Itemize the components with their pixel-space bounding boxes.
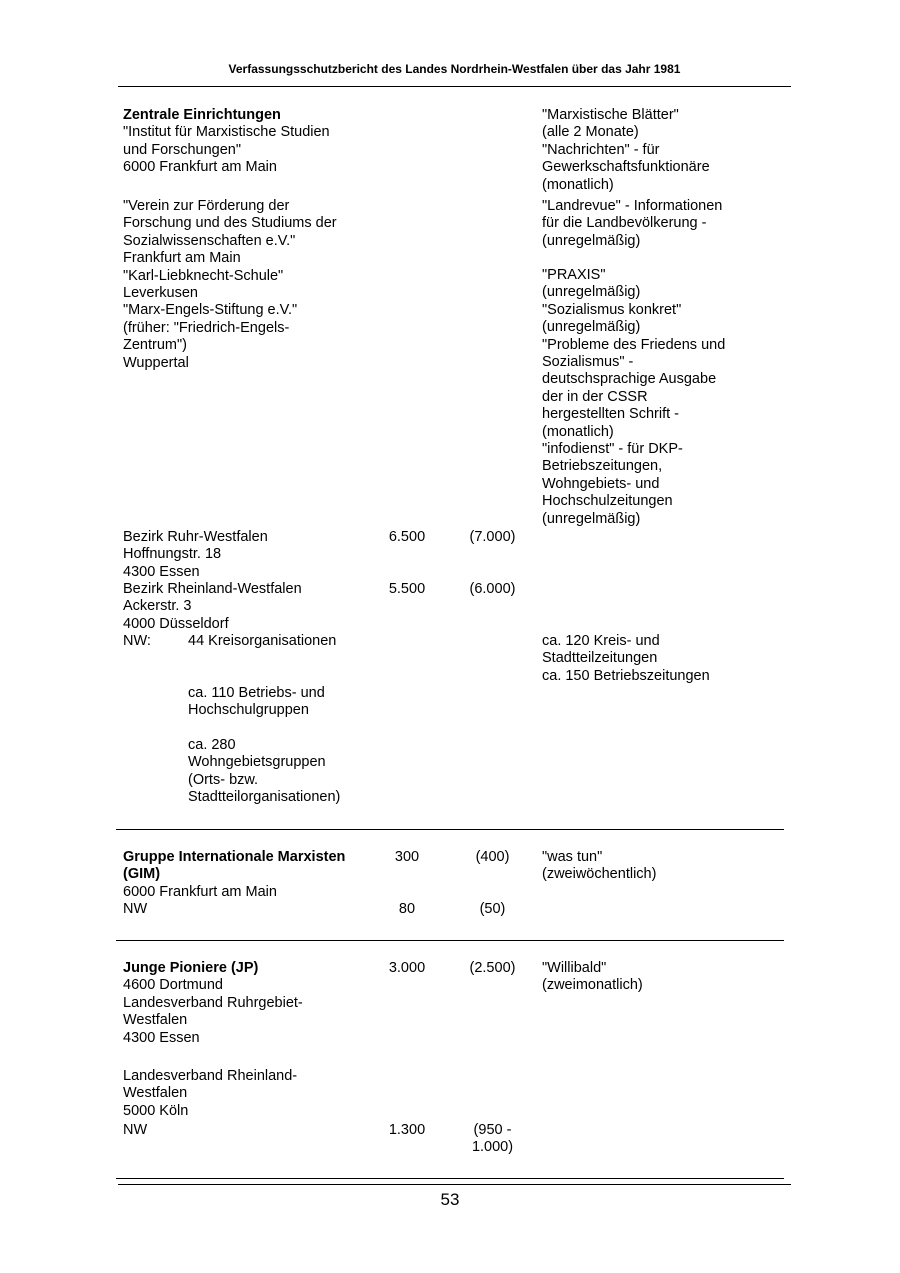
text-line: ca. 120 Kreis- und (542, 633, 660, 649)
publications-block-2 (542, 198, 722, 250)
jp-prev: (2.500) (469, 960, 516, 976)
text-line: Hochschulgruppen (188, 702, 309, 719)
bezirk-rhein-count: 5.500 (388, 581, 426, 597)
jp-nw-label: NW (123, 1122, 148, 1138)
header-rule (118, 86, 791, 87)
nw-publications (542, 633, 710, 685)
text-line: der in der CSSR (542, 388, 648, 405)
bezirk-ruhr-address (123, 529, 268, 581)
bezirk-rhein-address (123, 581, 302, 633)
text-line: Zentrum") (123, 337, 187, 354)
text-line: "Marxistische Blätter" (542, 107, 679, 123)
jp-publications (542, 960, 643, 995)
gim-abbreviation: (GIM) (123, 866, 161, 883)
text-line: Wuppertal (123, 354, 189, 371)
text-line: 1.000) (471, 1139, 514, 1156)
text-line: (zweiwöchentlich) (542, 866, 657, 883)
nw-kreisorganisationen: 44 Kreisorganisationen (188, 633, 337, 649)
text-line: Hoffnungstr. 18 (123, 546, 222, 563)
text-line: (950 - (473, 1122, 512, 1138)
bezirk-ruhr-count: 6.500 (388, 529, 426, 545)
text-line: "Probleme des Friedens und (542, 336, 726, 353)
gim-city: 6000 Frankfurt am Main (123, 883, 277, 900)
text-line: 4300 Essen (123, 563, 200, 580)
text-line: "Institut für Marxistische Studien (123, 124, 330, 141)
text-line: ca. 280 (188, 737, 236, 753)
section-divider (116, 829, 784, 830)
nw-betriebsgruppen (188, 685, 325, 720)
text-line: (unregelmäßig) (542, 284, 641, 301)
text-line: (unregelmäßig) (542, 319, 641, 336)
institutes-block (123, 198, 337, 372)
nw-label: NW: (123, 633, 151, 649)
text-line: Sozialismus" - (542, 354, 634, 371)
central-institutions-heading: Zentrale Einrichtungen (123, 107, 281, 123)
publications-block-3 (542, 267, 725, 528)
text-line: Westfalen (123, 1085, 188, 1102)
text-line: deutschsprachige Ausgabe (542, 371, 717, 388)
nw-wohngebietsgruppen (188, 737, 340, 807)
footer-rule-upper (116, 1178, 784, 1179)
text-line: Gewerkschaftsfunktionäre (542, 159, 710, 176)
text-line: 4000 Düsseldorf (123, 615, 229, 632)
text-line: ca. 150 Betriebszeitungen (542, 667, 710, 684)
bezirk-ruhr-prev: (7.000) (469, 529, 516, 545)
text-line: "Marx-Engels-Stiftung e.V." (123, 302, 298, 319)
text-line: "Sozialismus konkret" (542, 301, 682, 318)
text-line: 5000 Köln (123, 1102, 189, 1119)
page-header: Verfassungsschutzbericht des Landes Nordrhein-Westfalen über das Jahr 1981 (228, 62, 681, 76)
footer-rule-lower (118, 1184, 791, 1185)
text-line: "Willibald" (542, 960, 607, 976)
text-line: (unregelmäßig) (542, 232, 641, 249)
jp-nw-count: 1.300 (388, 1122, 426, 1138)
page-number: 53 (440, 1190, 460, 1209)
text-line: Sozialwissenschaften e.V." (123, 232, 296, 249)
jp-name: Junge Pioniere (JP) (123, 960, 259, 976)
text-line: Wohngebiets- und (542, 475, 660, 492)
gim-block (123, 849, 345, 919)
gim-nw-label: NW (123, 901, 148, 918)
text-line: Forschung und des Studiums der (123, 215, 337, 232)
text-line: "was tun" (542, 849, 603, 865)
gim-name: Gruppe Internationale Marxisten (123, 849, 346, 865)
text-line: Wohngebietsgruppen (188, 754, 326, 771)
text-line: und Forschungen" (123, 141, 242, 158)
text-line: Stadtteilorganisationen) (188, 789, 341, 806)
jp-count: 3.000 (388, 960, 426, 976)
text-line: für die Landbevölkerung - (542, 215, 707, 232)
text-line: "infodienst" - für DKP- (542, 441, 683, 458)
text-line: 4300 Essen (123, 1029, 200, 1046)
text-line: Bezirk Rheinland-Westfalen (123, 581, 302, 597)
section-divider (116, 940, 784, 941)
text-line: Betriebszeitungen, (542, 458, 663, 475)
text-line: (unregelmäßig) (542, 510, 641, 527)
text-line: Bezirk Ruhr-Westfalen (123, 529, 268, 545)
text-line: 4600 Dortmund (123, 977, 223, 994)
text-line: (Orts- bzw. (188, 771, 259, 788)
publications-block-1 (542, 107, 710, 194)
text-line: "PRAXIS" (542, 267, 606, 283)
text-line: (monatlich) (542, 176, 614, 193)
text-line: Stadtteilzeitungen (542, 650, 658, 667)
text-line: Leverkusen (123, 285, 198, 302)
text-line: (alle 2 Monate) (542, 124, 639, 141)
text-line: ca. 110 Betriebs- und (188, 685, 325, 701)
gim-nw-prev: (50) (479, 901, 506, 917)
gim-publications (542, 849, 656, 884)
text-line: Westfalen (123, 1012, 188, 1029)
text-line: Hochschulzeitungen (542, 493, 673, 510)
jp-block (123, 960, 303, 1047)
central-institutions-block (123, 107, 330, 177)
gim-nw-count: 80 (398, 901, 416, 917)
text-line: (zweimonatlich) (542, 977, 643, 994)
bezirk-rhein-prev: (6.000) (469, 581, 516, 597)
text-line: hergestellten Schrift - (542, 406, 680, 423)
gim-count: 300 (394, 849, 420, 865)
text-line: Ackerstr. 3 (123, 598, 192, 615)
text-line: 6000 Frankfurt am Main (123, 159, 277, 176)
text-line: Landesverband Ruhrgebiet- (123, 994, 303, 1011)
text-line: "Karl-Liebknecht-Schule" (123, 267, 284, 284)
text-line: (monatlich) (542, 423, 614, 440)
text-line: (früher: "Friedrich-Engels- (123, 319, 290, 336)
text-line: "Nachrichten" - für (542, 141, 660, 158)
text-line: "Verein zur Förderung der (123, 198, 290, 214)
text-line: "Landrevue" - Informationen (542, 198, 723, 214)
gim-prev: (400) (475, 849, 510, 865)
jp-landesverband-rheinland (123, 1068, 297, 1120)
jp-nw-prev (455, 1122, 530, 1157)
text-line: Frankfurt am Main (123, 250, 241, 267)
text-line: Landesverband Rheinland- (123, 1068, 298, 1084)
